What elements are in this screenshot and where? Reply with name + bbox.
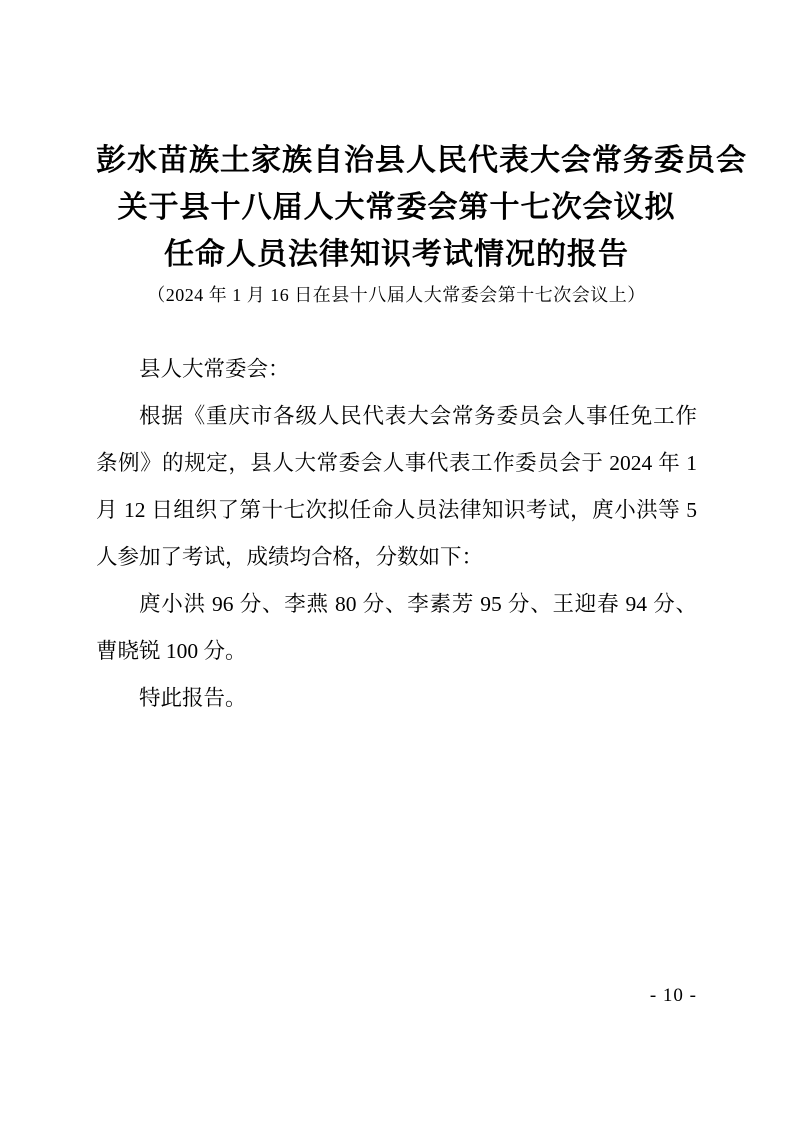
document-body <box>96 346 697 722</box>
title-line-3: 任命人员法律知识考试情况的报告 <box>164 238 629 271</box>
paragraph-scores: 庹小洪 96 分、李燕 80 分、李素芳 95 分、王迎春 94 分、曹晓锐 100 分。 <box>96 592 697 663</box>
page-number: - 10 - <box>649 985 697 1006</box>
paragraph-closing: 特此报告。 <box>139 686 247 710</box>
paragraph-basis: 根据《重庆市各级人民代表大会常务委员会人事任免工作条例》的规定，县人大常委会人事代表工作委员会于 2024 年 1 月 12 日组织了第十七次拟任命人员法律知识考试，庹小洪等 5 人参加了考试，成绩均合格，分数如下： <box>96 404 697 569</box>
title-line-1: 彭水苗族土家族自治县人民代表大会常务委员会 <box>96 144 747 177</box>
document-content <box>96 0 747 722</box>
document-title <box>96 0 747 278</box>
salutation: 县人大常委会： <box>139 357 290 381</box>
meeting-date-line: （2024 年 1 月 16 日在县十八届人大常委会第十七次会议上） <box>147 285 646 305</box>
title-line-2: 关于县十八届人大常委会第十七次会议拟 <box>117 191 676 224</box>
